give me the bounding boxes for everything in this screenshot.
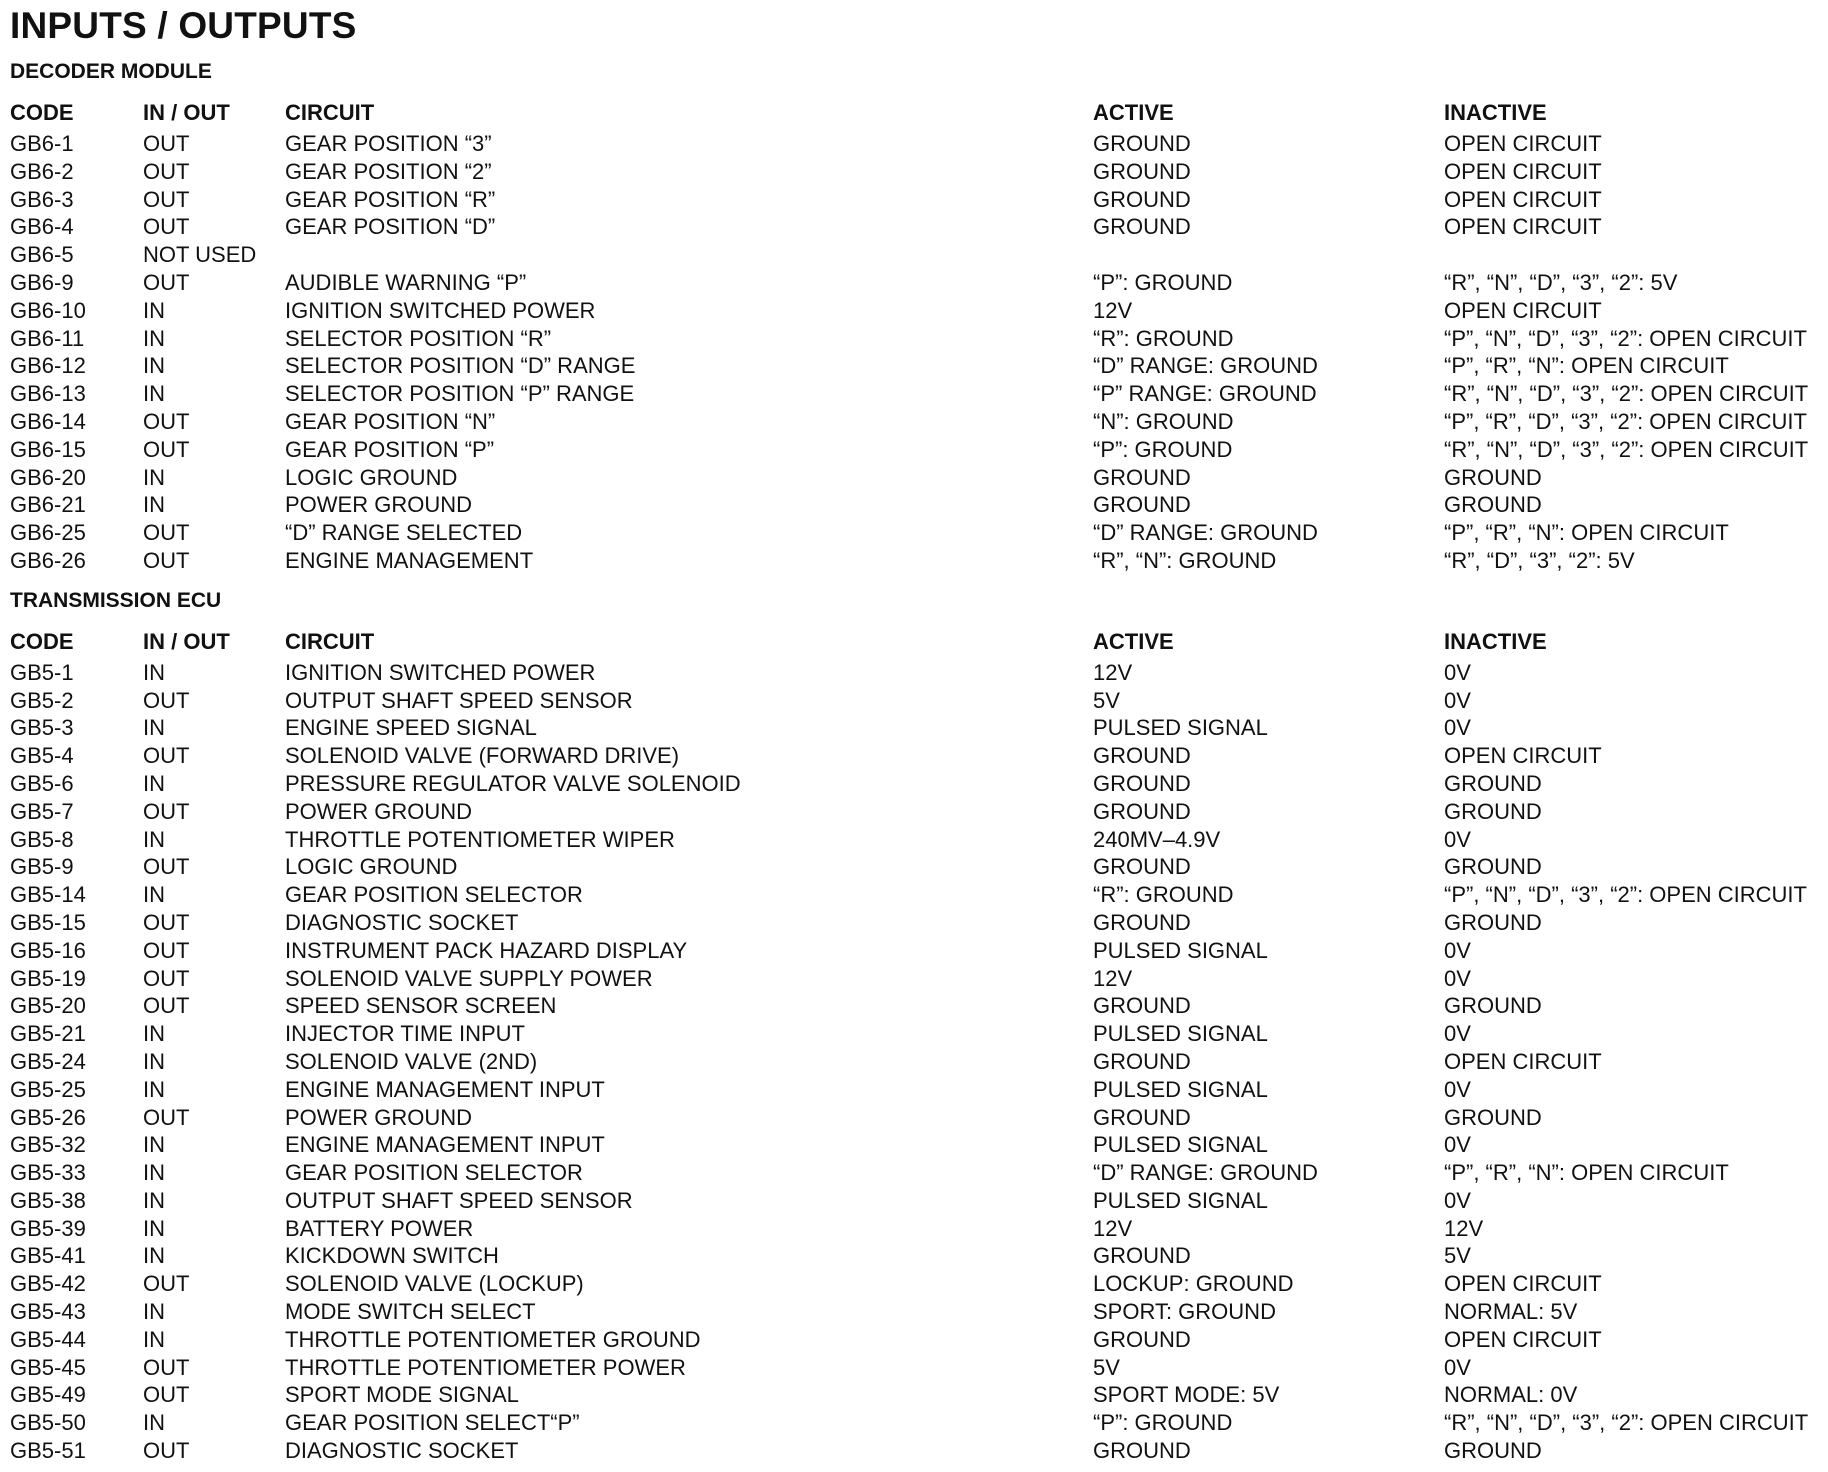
cell-active: GROUND	[1093, 158, 1191, 184]
cell-circuit: SPORT MODE SIGNAL	[285, 1382, 519, 1408]
cell-active: GROUND	[1093, 492, 1191, 518]
cell-circuit: “D” RANGE SELECTED	[285, 520, 523, 546]
header-inactive: INACTIVE	[1444, 100, 1547, 125]
cell-active: 12V	[1093, 659, 1133, 685]
cell-in-out: OUT	[143, 547, 190, 573]
table-row	[10, 547, 1818, 575]
cell-circuit: AUDIBLE WARNING “P”	[285, 269, 527, 295]
table-row	[10, 770, 1818, 798]
cell-inactive: 0V	[1444, 715, 1471, 741]
cell-active: PULSED SIGNAL	[1093, 1132, 1268, 1158]
table-body	[10, 659, 1818, 1465]
cell-active: PULSED SIGNAL	[1093, 1187, 1268, 1213]
cell-circuit: THROTTLE POTENTIOMETER WIPER	[285, 826, 675, 852]
table-row	[10, 1131, 1818, 1159]
cell-code: GB6-14	[10, 408, 86, 434]
cell-code: GB5-49	[10, 1382, 86, 1408]
cell-code: GB5-44	[10, 1326, 86, 1352]
table-row	[10, 130, 1818, 158]
cell-in-out: IN	[143, 1299, 165, 1325]
cell-circuit: THROTTLE POTENTIOMETER POWER	[285, 1354, 686, 1380]
cell-inactive: 0V	[1444, 1021, 1471, 1047]
cell-code: GB5-43	[10, 1299, 86, 1325]
cell-inactive: GROUND	[1444, 1438, 1542, 1464]
cell-inactive: GROUND	[1444, 854, 1542, 880]
cell-circuit: GEAR POSITION SELECTOR	[285, 882, 583, 908]
cell-circuit: SPEED SENSOR SCREEN	[285, 993, 557, 1019]
cell-active: GROUND	[1093, 131, 1191, 156]
cell-in-out: IN	[143, 464, 165, 490]
cell-inactive: GROUND	[1444, 492, 1542, 518]
cell-active: GROUND	[1093, 854, 1191, 880]
table-row	[10, 1409, 1818, 1437]
cell-inactive: 0V	[1444, 965, 1471, 991]
cell-circuit: DIAGNOSTIC SOCKET	[285, 1438, 519, 1464]
cell-code: GB6-15	[10, 436, 86, 462]
cell-circuit: ENGINE MANAGEMENT	[285, 547, 534, 573]
cell-in-out: IN	[143, 826, 165, 852]
cell-circuit: GEAR POSITION “R”	[285, 186, 496, 212]
cell-in-out: OUT	[143, 131, 190, 156]
table-row	[10, 1326, 1818, 1354]
cell-code: GB5-19	[10, 965, 86, 991]
table-row	[10, 937, 1818, 965]
cell-code: GB5-9	[10, 854, 74, 880]
table-row	[10, 436, 1818, 464]
cell-inactive: “P”, “N”, “D”, “3”, “2”: OPEN CIRCUIT	[1444, 325, 1807, 351]
cell-circuit: SELECTOR POSITION “D” RANGE	[285, 353, 636, 379]
decoder-module-table	[10, 96, 1818, 575]
cell-code: GB6-9	[10, 269, 74, 295]
cell-in-out: IN	[143, 381, 165, 407]
cell-active: 5V	[1093, 1354, 1120, 1380]
table-row	[10, 325, 1818, 353]
table-row	[10, 1437, 1818, 1465]
cell-circuit: INJECTOR TIME INPUT	[285, 1021, 525, 1047]
cell-code: GB6-11	[10, 325, 85, 351]
table-row	[10, 241, 1818, 269]
cell-circuit: KICKDOWN SWITCH	[285, 1243, 499, 1269]
cell-inactive: NORMAL: 0V	[1444, 1382, 1578, 1408]
cell-in-out: OUT	[143, 854, 190, 880]
cell-in-out: OUT	[143, 1438, 190, 1464]
header-code: CODE	[10, 100, 74, 125]
cell-circuit: OUTPUT SHAFT SPEED SENSOR	[285, 1187, 633, 1213]
cell-in-out: OUT	[143, 937, 190, 963]
cell-circuit: PRESSURE REGULATOR VALVE SOLENOID	[285, 770, 741, 796]
cell-code: GB5-8	[10, 826, 74, 852]
table-header-row	[10, 625, 1818, 659]
cell-circuit: OUTPUT SHAFT SPEED SENSOR	[285, 687, 633, 713]
cell-code: GB5-38	[10, 1187, 86, 1213]
cell-code: GB5-42	[10, 1271, 86, 1297]
cell-in-out: OUT	[143, 965, 190, 991]
table-row	[10, 1076, 1818, 1104]
table-row	[10, 714, 1818, 742]
cell-in-out: IN	[143, 715, 165, 741]
table-row	[10, 1104, 1818, 1132]
cell-inactive: “P”, “R”, “N”: OPEN CIRCUIT	[1444, 1160, 1729, 1186]
table-row	[10, 909, 1818, 937]
cell-inactive: “P”, “N”, “D”, “3”, “2”: OPEN CIRCUIT	[1444, 882, 1807, 908]
cell-code: GB5-50	[10, 1410, 86, 1436]
cell-inactive: 0V	[1444, 826, 1471, 852]
table-row	[10, 881, 1818, 909]
cell-circuit: GEAR POSITION “P”	[285, 436, 495, 462]
cell-active: GROUND	[1093, 1243, 1191, 1269]
cell-active: PULSED SIGNAL	[1093, 715, 1268, 741]
table-row	[10, 352, 1818, 380]
cell-in-out: OUT	[143, 408, 190, 434]
cell-circuit: SELECTOR POSITION “P” RANGE	[285, 381, 635, 407]
cell-code: GB6-21	[10, 492, 86, 518]
cell-inactive: GROUND	[1444, 770, 1542, 796]
table-row	[10, 464, 1818, 492]
cell-code: GB6-4	[10, 214, 74, 240]
cell-circuit: POWER GROUND	[285, 492, 472, 518]
cell-circuit: POWER GROUND	[285, 798, 472, 824]
cell-circuit: SOLENOID VALVE SUPPLY POWER	[285, 965, 653, 991]
cell-code: GB5-21	[10, 1021, 86, 1047]
cell-in-out: IN	[143, 770, 165, 796]
cell-active: “D” RANGE: GROUND	[1093, 1160, 1318, 1186]
cell-code: GB6-20	[10, 464, 86, 490]
cell-in-out: IN	[143, 659, 165, 685]
cell-inactive: 12V	[1444, 1215, 1484, 1241]
cell-in-out: OUT	[143, 269, 190, 295]
cell-active: 12V	[1093, 965, 1133, 991]
cell-in-out: IN	[143, 492, 165, 518]
cell-inactive: GROUND	[1444, 1104, 1542, 1130]
cell-inactive: OPEN CIRCUIT	[1444, 1048, 1602, 1074]
table-row	[10, 1048, 1818, 1076]
cell-code: GB6-10	[10, 297, 86, 323]
table-row	[10, 687, 1818, 715]
document-page	[10, 4, 1818, 1465]
cell-active: GROUND	[1093, 464, 1191, 490]
cell-inactive: OPEN CIRCUIT	[1444, 214, 1602, 240]
cell-in-out: IN	[143, 1410, 165, 1436]
cell-code: GB6-2	[10, 158, 74, 184]
cell-in-out: IN	[143, 1076, 165, 1102]
cell-in-out: NOT USED	[143, 242, 257, 268]
cell-code: GB6-3	[10, 186, 74, 212]
table-row	[10, 742, 1818, 770]
cell-code: GB5-26	[10, 1104, 86, 1130]
table-row	[10, 1354, 1818, 1382]
cell-active: “R”, “N”: GROUND	[1093, 547, 1277, 573]
table-row	[10, 659, 1818, 687]
table-row	[10, 519, 1818, 547]
cell-in-out: OUT	[143, 214, 190, 240]
cell-inactive: “R”, “N”, “D”, “3”, “2”: OPEN CIRCUIT	[1444, 381, 1809, 407]
cell-inactive: “P”, “R”, “D”, “3”, “2”: OPEN CIRCUIT	[1444, 408, 1807, 434]
cell-circuit: ENGINE MANAGEMENT INPUT	[285, 1076, 605, 1102]
cell-inactive: “R”, “N”, “D”, “3”, “2”: OPEN CIRCUIT	[1444, 436, 1809, 462]
cell-active: “P” RANGE: GROUND	[1093, 381, 1317, 407]
cell-inactive: OPEN CIRCUIT	[1444, 158, 1602, 184]
table-body	[10, 130, 1818, 575]
cell-inactive: OPEN CIRCUIT	[1444, 186, 1602, 212]
cell-active: GROUND	[1093, 993, 1191, 1019]
cell-circuit: THROTTLE POTENTIOMETER GROUND	[285, 1326, 701, 1352]
table-row	[10, 186, 1818, 214]
header-in-out: IN / OUT	[143, 628, 230, 654]
cell-circuit: MODE SWITCH SELECT	[285, 1299, 536, 1325]
section-title-transmission-ecu: TRANSMISSION ECU	[10, 588, 222, 612]
cell-code: GB5-16	[10, 937, 86, 963]
table-row	[10, 269, 1818, 297]
cell-inactive: NORMAL: 5V	[1444, 1299, 1578, 1325]
header-code: CODE	[10, 628, 74, 654]
table-row	[10, 1298, 1818, 1326]
cell-code: GB5-39	[10, 1215, 86, 1241]
cell-in-out: IN	[143, 1048, 165, 1074]
table-row	[10, 1381, 1818, 1409]
cell-circuit: GEAR POSITION SELECTOR	[285, 1160, 583, 1186]
cell-in-out: OUT	[143, 186, 190, 212]
cell-circuit: LOGIC GROUND	[285, 854, 458, 880]
cell-inactive: OPEN CIRCUIT	[1444, 1326, 1602, 1352]
cell-inactive: 0V	[1444, 1132, 1471, 1158]
cell-inactive: 0V	[1444, 687, 1471, 713]
header-circuit: CIRCUIT	[285, 100, 375, 125]
cell-circuit: LOGIC GROUND	[285, 464, 458, 490]
cell-in-out: OUT	[143, 993, 190, 1019]
cell-in-out: IN	[143, 1160, 165, 1186]
cell-in-out: IN	[143, 297, 165, 323]
cell-in-out: OUT	[143, 520, 190, 546]
cell-code: GB5-14	[10, 882, 86, 908]
table-header-row	[10, 96, 1818, 130]
cell-inactive: 5V	[1444, 1243, 1471, 1269]
cell-inactive: “R”, “N”, “D”, “3”, “2”: OPEN CIRCUIT	[1444, 1410, 1809, 1436]
cell-inactive: “R”, “D”, “3”, “2”: 5V	[1444, 547, 1635, 573]
table-row	[10, 297, 1818, 325]
cell-in-out: IN	[143, 1243, 165, 1269]
cell-circuit: DIAGNOSTIC SOCKET	[285, 909, 519, 935]
cell-in-out: OUT	[143, 1271, 190, 1297]
cell-code: GB5-15	[10, 909, 86, 935]
cell-circuit: GEAR POSITION SELECT“P”	[285, 1410, 580, 1436]
table-row	[10, 826, 1818, 854]
cell-inactive: 0V	[1444, 1076, 1471, 1102]
cell-active: GROUND	[1093, 798, 1191, 824]
table-row	[10, 213, 1818, 241]
cell-in-out: IN	[143, 1021, 165, 1047]
cell-active: PULSED SIGNAL	[1093, 1076, 1268, 1102]
cell-code: GB5-51	[10, 1438, 86, 1464]
cell-active: “P”: GROUND	[1093, 269, 1233, 295]
cell-active: 12V	[1093, 297, 1133, 323]
cell-circuit: SOLENOID VALVE (2ND)	[285, 1048, 538, 1074]
cell-inactive: “P”, “R”, “N”: OPEN CIRCUIT	[1444, 520, 1729, 546]
cell-code: GB6-26	[10, 547, 86, 573]
cell-active: PULSED SIGNAL	[1093, 1021, 1268, 1047]
cell-in-out: OUT	[143, 1354, 190, 1380]
cell-inactive: GROUND	[1444, 464, 1542, 490]
cell-active: LOCKUP: GROUND	[1093, 1271, 1294, 1297]
table-row	[10, 1020, 1818, 1048]
table-row	[10, 1270, 1818, 1298]
cell-code: GB5-32	[10, 1132, 86, 1158]
cell-code: GB6-5	[10, 242, 74, 268]
cell-active: PULSED SIGNAL	[1093, 937, 1268, 963]
cell-in-out: OUT	[143, 909, 190, 935]
cell-in-out: IN	[143, 882, 165, 908]
cell-inactive: GROUND	[1444, 993, 1542, 1019]
header-inactive: INACTIVE	[1444, 628, 1547, 654]
cell-active: GROUND	[1093, 909, 1191, 935]
cell-in-out: OUT	[143, 1104, 190, 1130]
cell-active: “R”: GROUND	[1093, 325, 1234, 351]
cell-circuit: IGNITION SWITCHED POWER	[285, 659, 596, 685]
cell-code: GB5-4	[10, 743, 74, 769]
cell-code: GB6-25	[10, 520, 86, 546]
cell-active: 12V	[1093, 1215, 1133, 1241]
cell-inactive: GROUND	[1444, 798, 1542, 824]
cell-inactive: OPEN CIRCUIT	[1444, 743, 1602, 769]
cell-code: GB6-1	[10, 131, 74, 156]
cell-code: GB5-2	[10, 687, 74, 713]
cell-code: GB5-1	[10, 659, 74, 685]
table-row	[10, 965, 1818, 993]
cell-in-out: IN	[143, 1215, 165, 1241]
cell-inactive: OPEN CIRCUIT	[1444, 131, 1602, 156]
cell-in-out: IN	[143, 353, 165, 379]
cell-inactive: OPEN CIRCUIT	[1444, 297, 1602, 323]
table-row	[10, 798, 1818, 826]
cell-active: GROUND	[1093, 214, 1191, 240]
table-row	[10, 158, 1818, 186]
cell-code: GB6-13	[10, 381, 86, 407]
section-title-decoder-module: DECODER MODULE	[10, 60, 212, 83]
cell-circuit: INSTRUMENT PACK HAZARD DISPLAY	[285, 937, 688, 963]
cell-inactive: 0V	[1444, 659, 1471, 685]
cell-active: GROUND	[1093, 1104, 1191, 1130]
cell-circuit: GEAR POSITION “N”	[285, 408, 496, 434]
header-active: ACTIVE	[1093, 100, 1174, 125]
cell-code: GB5-6	[10, 770, 74, 796]
cell-code: GB5-45	[10, 1354, 86, 1380]
cell-active: “R”: GROUND	[1093, 882, 1234, 908]
transmission-ecu-table	[10, 625, 1818, 1465]
cell-circuit: ENGINE SPEED SIGNAL	[285, 715, 537, 741]
cell-inactive: OPEN CIRCUIT	[1444, 1271, 1602, 1297]
cell-active: GROUND	[1093, 1048, 1191, 1074]
page-title: INPUTS / OUTPUTS	[10, 5, 357, 46]
cell-code: GB5-20	[10, 993, 86, 1019]
cell-active: SPORT: GROUND	[1093, 1299, 1276, 1325]
table-row	[10, 1187, 1818, 1215]
cell-active: “N”: GROUND	[1093, 408, 1234, 434]
cell-code: GB6-12	[10, 353, 86, 379]
cell-active: GROUND	[1093, 1326, 1191, 1352]
cell-code: GB5-33	[10, 1160, 86, 1186]
cell-circuit: POWER GROUND	[285, 1104, 472, 1130]
header-in-out: IN / OUT	[143, 100, 230, 125]
cell-inactive: “P”, “R”, “N”: OPEN CIRCUIT	[1444, 353, 1729, 379]
cell-circuit: IGNITION SWITCHED POWER	[285, 297, 596, 323]
cell-active: GROUND	[1093, 1438, 1191, 1464]
cell-circuit: SOLENOID VALVE (LOCKUP)	[285, 1271, 584, 1297]
cell-active: “P”: GROUND	[1093, 436, 1233, 462]
cell-in-out: IN	[143, 1187, 165, 1213]
cell-circuit: ENGINE MANAGEMENT INPUT	[285, 1132, 605, 1158]
cell-circuit: GEAR POSITION “3”	[285, 131, 492, 156]
cell-in-out: IN	[143, 325, 165, 351]
cell-inactive: 0V	[1444, 1187, 1471, 1213]
cell-code: GB5-3	[10, 715, 74, 741]
cell-active: “P”: GROUND	[1093, 1410, 1233, 1436]
cell-in-out: IN	[143, 1132, 165, 1158]
header-active: ACTIVE	[1093, 628, 1174, 654]
cell-in-out: OUT	[143, 158, 190, 184]
cell-active: SPORT MODE: 5V	[1093, 1382, 1280, 1408]
cell-in-out: OUT	[143, 1382, 190, 1408]
table-row	[10, 992, 1818, 1020]
header-circuit: CIRCUIT	[285, 628, 375, 654]
cell-code: GB5-7	[10, 798, 74, 824]
cell-active: GROUND	[1093, 770, 1191, 796]
cell-in-out: OUT	[143, 798, 190, 824]
cell-active: GROUND	[1093, 186, 1191, 212]
table-row	[10, 491, 1818, 519]
cell-circuit: SOLENOID VALVE (FORWARD DRIVE)	[285, 743, 680, 769]
table-row	[10, 1242, 1818, 1270]
cell-circuit: GEAR POSITION “D”	[285, 214, 496, 240]
cell-code: GB5-41	[10, 1243, 86, 1269]
cell-circuit: BATTERY POWER	[285, 1215, 474, 1241]
cell-in-out: OUT	[143, 743, 190, 769]
cell-code: GB5-24	[10, 1048, 86, 1074]
cell-active: “D” RANGE: GROUND	[1093, 520, 1318, 546]
cell-in-out: OUT	[143, 436, 190, 462]
cell-active: 240MV–4.9V	[1093, 826, 1221, 852]
cell-inactive: GROUND	[1444, 909, 1542, 935]
cell-inactive: “R”, “N”, “D”, “3”, “2”: 5V	[1444, 269, 1678, 295]
table-row	[10, 1159, 1818, 1187]
cell-circuit: GEAR POSITION “2”	[285, 158, 492, 184]
cell-inactive: 0V	[1444, 1354, 1471, 1380]
table-row	[10, 380, 1818, 408]
cell-in-out: IN	[143, 1326, 165, 1352]
cell-in-out: OUT	[143, 687, 190, 713]
table-row	[10, 853, 1818, 881]
cell-active: “D” RANGE: GROUND	[1093, 353, 1318, 379]
cell-code: GB5-25	[10, 1076, 86, 1102]
cell-active: 5V	[1093, 687, 1120, 713]
cell-circuit: SELECTOR POSITION “R”	[285, 325, 552, 351]
table-row	[10, 1215, 1818, 1243]
table-row	[10, 408, 1818, 436]
cell-active: GROUND	[1093, 743, 1191, 769]
cell-inactive: 0V	[1444, 937, 1471, 963]
